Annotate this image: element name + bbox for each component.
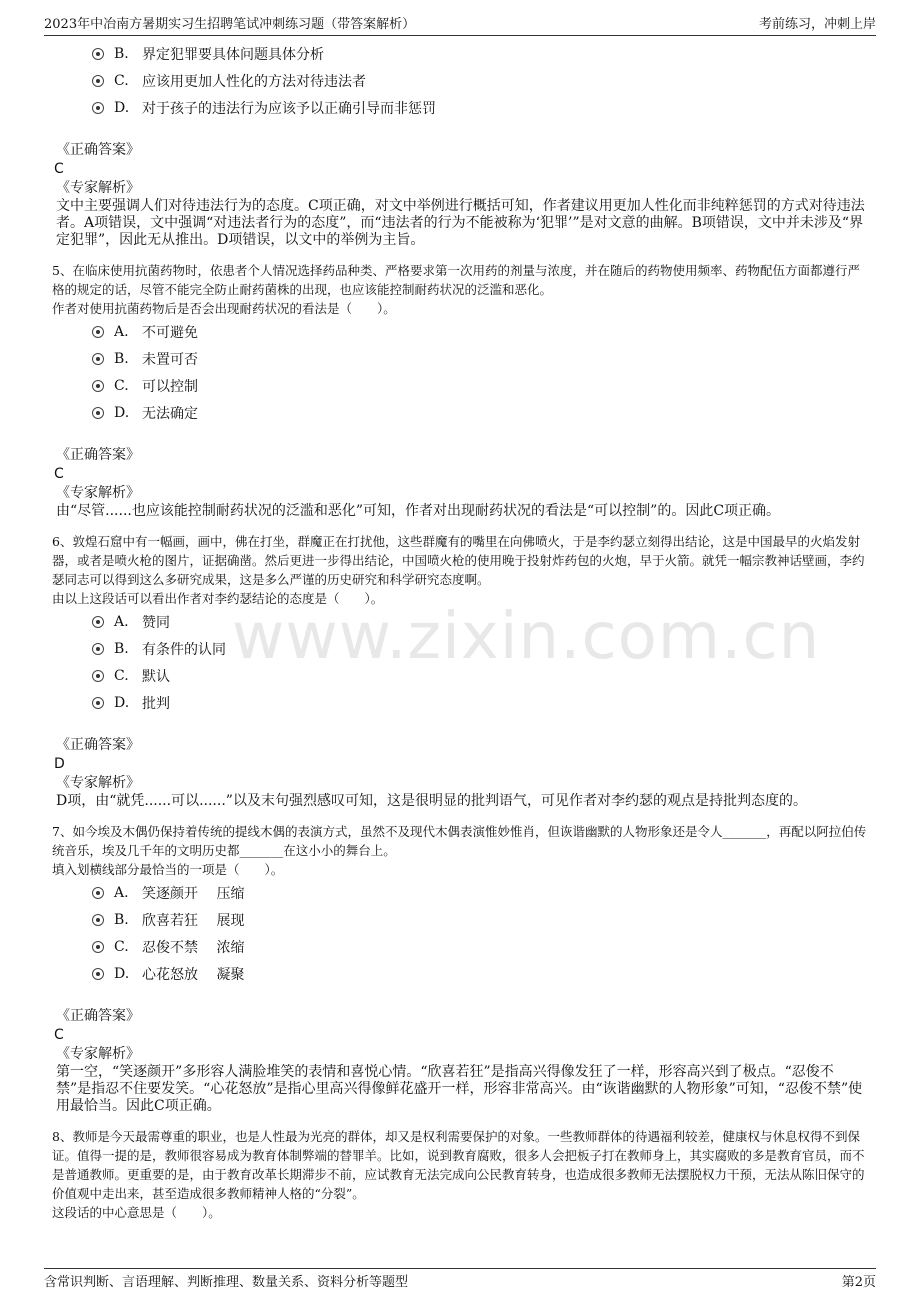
radio-icon[interactable] [92,968,104,980]
question-stem: 7、如今埃及木偶仍保持着传统的提线木偶的表演方式，虽然不及现代木偶表演惟妙惟肖，但诙谐幽默的人物形象还是令人_______，再配以阿拉伯传统音乐，埃及几千年的文明历史都_______在这小小的舞台上。 [52,824,867,858]
radio-icon[interactable] [92,102,104,114]
option-text: 赞同 [142,614,170,631]
option-text: 不可避免 [142,324,198,341]
page-footer [44,1268,876,1295]
option-letter: D. [114,965,130,982]
answer-title: 《正确答案》 [56,447,140,463]
option-letter: B. [114,45,129,62]
footer-text: 含常识判断、言语理解、判断推理、数量关系、资料分析等题型 [44,1275,409,1290]
radio-icon[interactable] [92,353,104,365]
option-b[interactable] [92,635,872,662]
explanation-title: 《专家解析》 [56,180,140,196]
option-letter: D. [114,404,130,421]
page-content [52,40,872,1222]
option-text: 心花怒放 凝聚 [142,966,245,983]
explanation-text: 由“尽管......也应该能控制耐药状况的泛滥和恶化”可知，作者对出现耐药状况的看法是“可以控制”的。因此C项正确。 [56,503,781,519]
question-4 [52,40,872,249]
explanation-title: 《专家解析》 [56,485,140,501]
option-letter: D. [114,99,130,116]
option-d[interactable] [92,94,872,121]
option-letter: C. [114,72,129,89]
option-text: 无法确定 [142,405,198,422]
option-c[interactable] [92,662,872,689]
option-b[interactable] [92,906,872,933]
question-stem: 5、在临床使用抗菌药物时，依患者个人情况选择药品种类、严格要求第一次用药的剂量与浓度，并在随后的药物使用频率、药物配伍方面都遵行严格的规定的话，尽管不能完全防止耐药菌株的出现，也应该能控制耐药状况的泛滥和恶化。 [52,263,860,297]
option-a[interactable] [92,879,872,906]
answer-title: 《正确答案》 [56,1008,140,1024]
option-c[interactable] [92,372,872,399]
radio-icon[interactable] [92,75,104,87]
explanation-title: 《专家解析》 [56,775,140,791]
explanation-text: 文中主要强调人们对待违法行为的态度。C项正确，对文中举例进行概括可知，作者建议用更加人性化而非纯粹惩罚的方式对待违法者。A项错误，文中强调“对违法者行为的态度”，而“违法者的行为不能被称为‘犯罪’”是对文意的曲解。B项错误，文中并未涉及“界定犯罪”，因此无从推出。D项错误，以文中的举例为主旨。 [56,198,865,248]
option-c[interactable] [92,67,872,94]
option-text: 欣喜若狂 展现 [142,912,245,929]
question-6 [52,532,872,810]
explanation-text: 第一空，“笑逐颜开”多形容人满脸堆笑的表情和喜悦心情。“欣喜若狂”是指高兴得像发狂了一样，形容高兴到了极点。“忍俊不禁”是指忍不住要发笑。“心花怒放”是指心里高兴得像鲜花盛开一样，形容非常高兴。由“诙谐幽默的人物形象”可知，“忍俊不禁”使用最恰当。因此C项正确。 [56,1064,863,1114]
radio-icon[interactable] [92,670,104,682]
option-letter: A. [114,323,129,340]
option-text: 有条件的认同 [142,641,226,658]
answer-title: 《正确答案》 [56,737,140,753]
option-text: 未置可否 [142,351,198,368]
option-letter: C. [114,377,129,394]
question-stem: 6、敦煌石窟中有一幅画，画中，佛在打坐，群魔正在打扰他，这些群魔有的嘴里在向佛喷火，于是李约瑟立刻得出结论，这是中国最早的火焰发射器，或者是喷火枪的图片，证据确凿。然后更进一步得出结论，中国喷火枪的使用晚于投射炸药包的火炮，早于火箭。就凭一幅宗教神话壁画，李约瑟同志可以得到这么多研究成果，这是多么严谨的历史研究和科学研究态度啊。 [52,534,865,587]
question-8 [52,1127,872,1222]
radio-icon[interactable] [92,643,104,655]
option-letter: D. [114,694,130,711]
option-text: 忍俊不禁 浓缩 [142,939,245,956]
question-ask: 填入划横线部分最恰当的一项是（ ）。 [52,862,284,877]
question-7 [52,822,872,1115]
option-b[interactable] [92,40,872,67]
radio-icon[interactable] [92,887,104,899]
option-letter: B. [114,911,129,928]
question-stem: 8、教师是今天最需尊重的职业，也是人性最为光亮的群体，却又是权利需要保护的对象。一些教师群体的待遇福利较差，健康权与休息权得不到保证。值得一提的是，教师很容易成为教育体制弊端的替罪羊。比如，说到教育腐败，很多人会把板子打在教师身上，其实腐败的多是教育官员，而不是普通教师。更重要的是，由于教育改革长期滞步不前，应试教育无法完成向公民教育转身，也造成很多教师无法摆脱权力干预，无法从陈旧保守的价值观中走出来，甚至造成很多教师精神人格的“分裂”。 [52,1129,865,1201]
option-text: 笑逐颜开 压缩 [142,885,245,902]
option-text: 界定犯罪要具体问题具体分析 [142,46,324,63]
explanation-text: D项，由“就凭......可以......”以及末句强烈感叹可知，这是很明显的批判语气，可见作者对李约瑟的观点是持批判态度的。 [56,793,807,809]
option-letter: B. [114,640,129,657]
option-text: 可以控制 [142,378,198,395]
option-a[interactable] [92,608,872,635]
radio-icon[interactable] [92,326,104,338]
answer-value: C [54,1027,64,1043]
option-text: 批判 [142,695,170,712]
option-c[interactable] [92,933,872,960]
option-text: 应该用更加人性化的方法对待违法者 [142,73,366,90]
option-a[interactable] [92,318,872,345]
option-letter: A. [114,613,129,630]
radio-icon[interactable] [92,407,104,419]
option-letter: B. [114,350,129,367]
option-letter: A. [114,884,129,901]
question-ask: 作者对使用抗菌药物后是否会出现耐药状况的看法是（ ）。 [52,301,396,316]
question-ask: 由以上这段话可以看出作者对李约瑟结论的态度是（ ）。 [52,591,384,606]
option-d[interactable] [92,960,872,987]
question-5 [52,261,872,520]
radio-icon[interactable] [92,380,104,392]
radio-icon[interactable] [92,941,104,953]
option-d[interactable] [92,689,872,716]
header-slogan: 考前练习，冲刺上岸 [758,17,876,32]
option-text: 默认 [142,668,170,685]
page-header [44,8,876,36]
option-letter: C. [114,938,129,955]
answer-title: 《正确答案》 [56,142,140,158]
option-letter: C. [114,667,129,684]
answer-value: C [54,161,64,177]
header-title: 2023年中冶南方暑期实习生招聘笔试冲刺练习题（带答案解析） [44,17,416,32]
option-b[interactable] [92,345,872,372]
radio-icon[interactable] [92,697,104,709]
radio-icon[interactable] [92,914,104,926]
explanation-title: 《专家解析》 [56,1046,140,1062]
option-text: 对于孩子的违法行为应该予以正确引导而非惩罚 [142,100,436,117]
radio-icon[interactable] [92,48,104,60]
option-d[interactable] [92,399,872,426]
question-ask: 这段话的中心意思是（ ）。 [52,1205,221,1220]
watermark: www.zixin.com.cn [232,600,821,674]
radio-icon[interactable] [92,616,104,628]
page-number: 第2页 [841,1275,876,1290]
answer-value: C [54,466,64,482]
answer-value: D [54,756,65,772]
